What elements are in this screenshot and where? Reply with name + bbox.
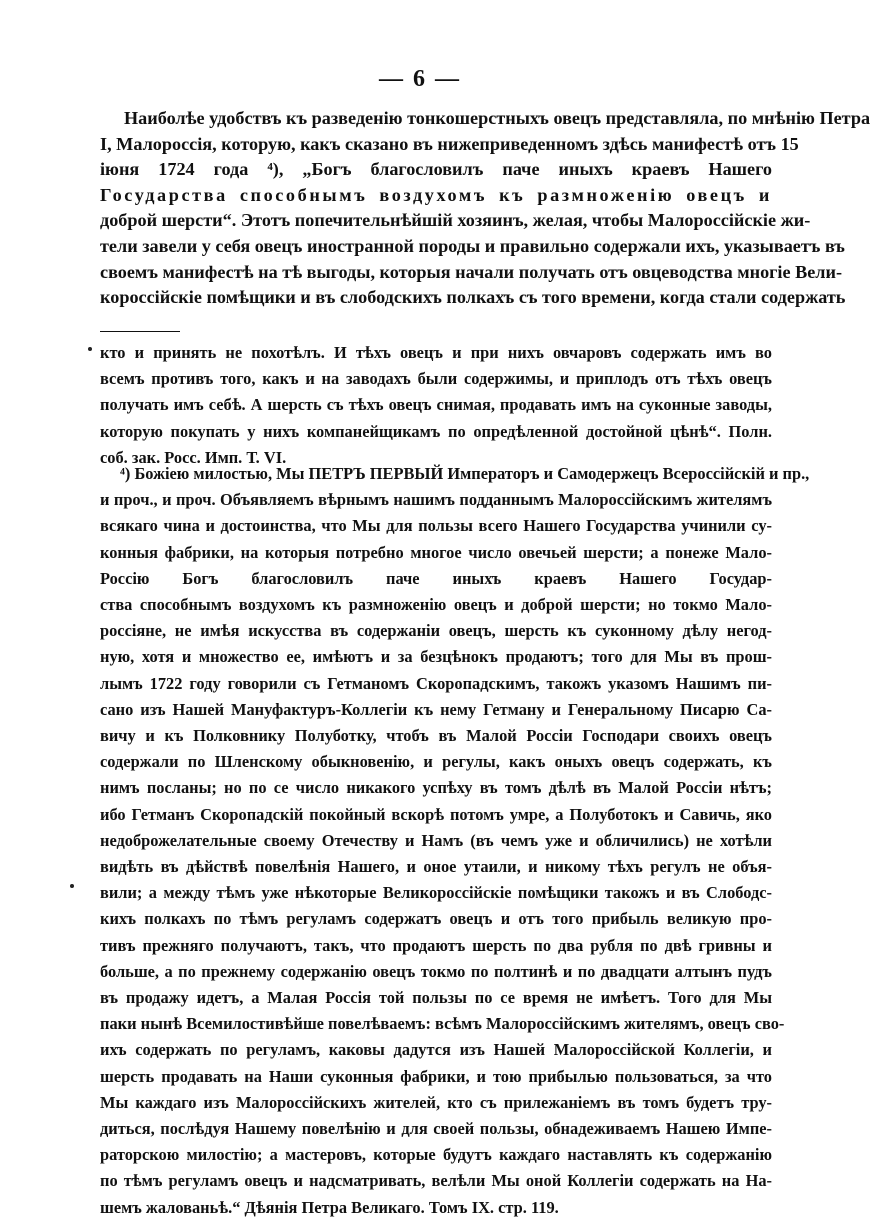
footnote-line: россіяне, не имѣя искусства въ содержаніи овецъ, шерсть къ суконному дѣлу негод- [100, 621, 772, 641]
main-line: доброй шерсти“. Этотъ попечительнѣйшій хозяинъ, желая, чтобы Малороссійскіе жи- [100, 210, 811, 231]
main-line: Государства способнымъ воздухомъ къ размноженію овецъ и [100, 184, 772, 205]
footnote-line: ⁴) Божіею милостью, Мы ПЕТРЪ ПЕРВЫЙ Императоръ и Самодержецъ Всероссійскій и пр., [120, 464, 810, 483]
footnote-line: содержали по Шленскому обыкновенію, и регулы, какъ оныхъ овецъ содержать, къ [100, 752, 772, 772]
footnote-line: шерсть продавать на Наши суконныя фабрики, и тою прибылью пользоваться, за что [100, 1066, 772, 1086]
footnote-line: всемъ противъ того, какъ и на заводахъ были содержимы, и приплодъ отъ тѣхъ овецъ [100, 369, 772, 389]
footnote-line: больше, а по прежнему содержанію овецъ токмо по полтинѣ и по двадцати алтынъ пудъ [100, 961, 772, 981]
footnote-line: вичу и къ Полковнику Полуботку, чтобъ въ Малой Россіи Господари своихъ овецъ [100, 726, 772, 746]
page-number: — 6 — [379, 66, 461, 92]
main-line: своемъ манифестѣ на тѣ выгоды, которыя начали получать отъ овцеводства многіе Вели- [100, 261, 843, 282]
footnote-line: шемъ жалованьѣ.“ Дѣянія Петра Великаго. Томъ IX. стр. 119. [100, 1197, 559, 1217]
footnote-line: видѣть въ дѣйствѣ повелѣнія Нашего, и оное утаили, и никому тѣхъ регулъ не объя- [100, 857, 772, 877]
footnote-line: лымъ 1722 году говорили съ Гетманомъ Скоропадскимъ, такожъ указомъ Нашимъ пи- [100, 673, 772, 693]
footnote-continuation [100, 340, 772, 471]
footnote-line: раторскою милостію; а мастеровъ, которые будутъ каждаго наставлять къ содержанію [100, 1145, 772, 1165]
footnote-line: въ продажу идетъ, а Малая Россія той пользы по се время не имѣетъ. Того для Мы [100, 988, 772, 1008]
footnote-line: сано изъ Нашей Мануфактуръ-Коллегіи къ нему Гетману и Генеральному Писарю Са- [100, 699, 772, 719]
footnote-line: кихъ полкахъ по тѣмъ регуламъ содержатъ овецъ и отъ того прибыль великую про- [100, 909, 772, 929]
footnote-line: всякаго чина и достоинства, что Мы для пользы всего Нашего Государства учинили су- [100, 516, 772, 536]
main-line: тели завели у себя овецъ иностранной породы и правильно содержали ихъ, указываетъ въ [100, 235, 845, 256]
footnote-line: которую покупать у нихъ компанейщикамъ по опредѣленной достойной цѣнѣ“. Полн. [100, 421, 772, 441]
footnote-line: ства способнымъ воздухомъ къ размноженію овецъ и доброй шерсти; но токмо Мало- [100, 595, 772, 615]
ink-speck [88, 347, 92, 351]
main-paragraph [100, 106, 870, 311]
footnote-line: паки нынѣ Всемилостивѣйше повелѣваемъ: всѣмъ Малороссійскимъ жителямъ, овецъ сво- [100, 1014, 785, 1034]
footnote-4 [100, 461, 810, 1221]
footnote-line: недоброжелательные своему Отечеству и Намъ (въ чемъ уже и обличились) не хотѣли [100, 830, 772, 850]
footnote-line: ихъ содержать по регуламъ, каковы дадутся изъ Нашей Малороссійской Коллегіи, и [100, 1040, 772, 1060]
footnote-line: получать имъ себѣ. А шерсть съ тѣхъ овецъ снимая, продавать имъ на суконные заводы, [100, 395, 772, 415]
main-line: іюня 1724 года ⁴), „Богъ благословилъ паче иныхъ краевъ Нашего [100, 159, 772, 180]
footnote-line: и проч., и проч. Объявляемъ вѣрнымъ нашимъ подданнымъ Малороссійскимъ жителямъ [100, 490, 772, 510]
footnote-line: конныя фабрики, на которыя потребно многое число овечьей шерсти; а понеже Мало- [100, 542, 772, 562]
footnote-line: Мы каждаго изъ Малороссійскихъ жителей, кто съ прилежаніемъ въ томъ будетъ тру- [100, 1092, 772, 1112]
footnote-line: тивъ прежняго получаютъ, такъ, что продаютъ шерсть по два рубля по двѣ гривны и [100, 935, 772, 955]
footnote-line: кто и принять не похотѣлъ. И тѣхъ овецъ и при нихъ овчаровъ содержать имъ во [100, 343, 772, 362]
footnote-line: по тѣмъ регуламъ овецъ и надсматривать, велѣли Мы оной Коллегіи содержать на На- [100, 1171, 772, 1191]
main-line: Наиболѣе удобствъ къ разведенію тонкошерстныхъ овецъ представляла, по мнѣнію Петра [124, 108, 870, 128]
main-line: короссійскіе помѣщики и въ слободскихъ полкахъ съ того времени, когда стали содержать [100, 287, 846, 308]
footnote-line: соб. зак. Росс. Имп. Т. VI. [100, 447, 287, 467]
footnote-line: Россію Богъ благословилъ паче иныхъ краевъ Нашего Государ- [100, 568, 772, 588]
footnote-line: ибо Гетманъ Скоропадскій покойный вскорѣ потомъ умре, а Полуботокъ и Савичь, яко [100, 804, 772, 824]
footnote-separator [100, 331, 180, 332]
footnote-line: ную, хотя и множество ее, имѣютъ и за безцѣнокъ продаютъ; того для Мы въ прош- [100, 647, 772, 667]
main-line: I, Малороссія, которую, какъ сказано въ нижеприведенномъ здѣсь манифестѣ отъ 15 [100, 133, 799, 154]
footnote-line: диться, послѣдуя Нашему повелѣнію и для своей пользы, обнадеживаемъ Нашею Импе- [100, 1119, 772, 1139]
ink-speck [70, 884, 74, 888]
footnote-line: вили; а между тѣмъ уже нѣкоторые Великороссійскіе помѣщики такожъ и въ Слободс- [100, 883, 772, 903]
footnote-line: нимъ посланы; но по се число никакого успѣху въ томъ дѣлѣ въ Малой Россіи нѣтъ; [100, 778, 772, 798]
